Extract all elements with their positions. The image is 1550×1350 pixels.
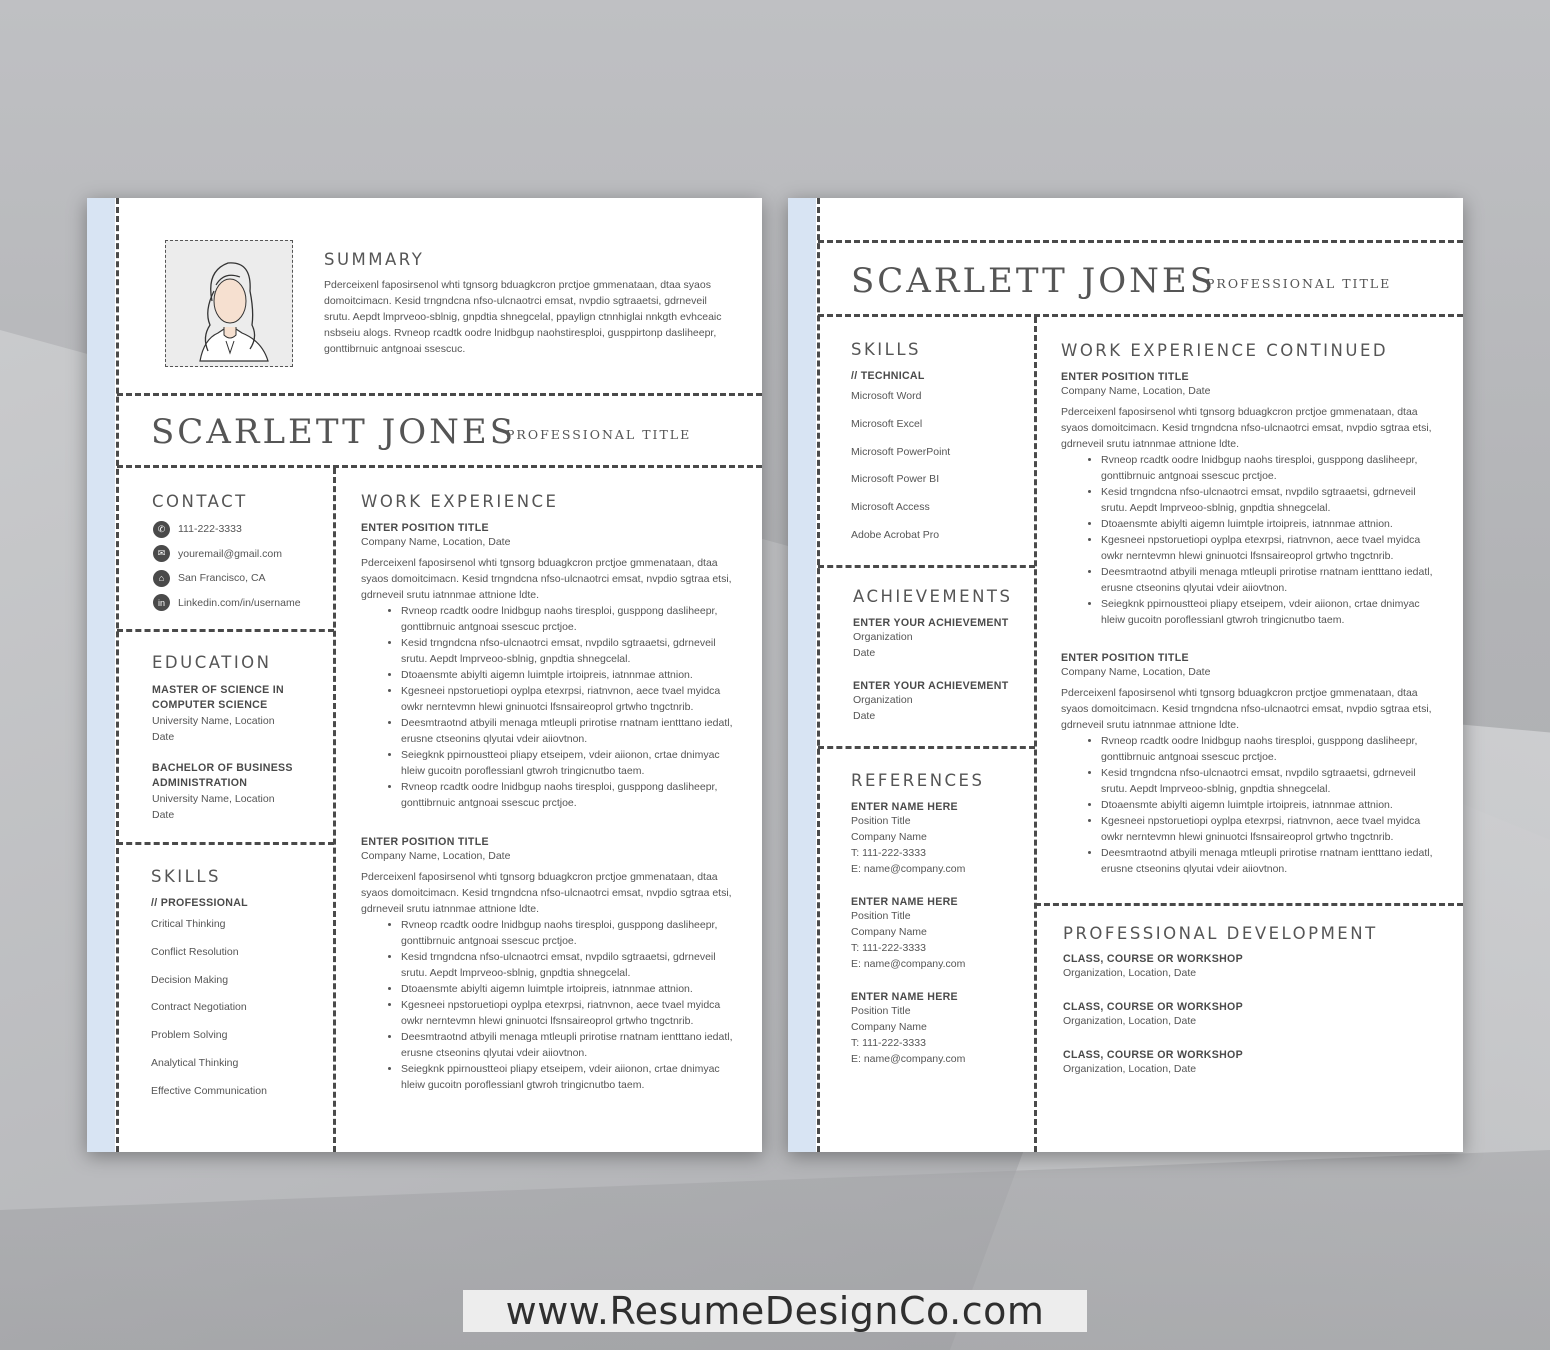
course-entry: [1063, 1049, 1243, 1077]
divider: [817, 198, 820, 1152]
reference-name: ENTER NAME HERE: [851, 896, 958, 908]
bullet: • Kgesneei npstoruetiopi oyplpa etexrpsi, riatnvnon, aece tvael myidca owkr nerntevmn hlewi gninuotci lfsnsaireoprol grtwho tngctnrib.: [1101, 813, 1436, 845]
reference-entry: [851, 991, 965, 1067]
references-title: REFERENCES: [851, 771, 985, 790]
skill-item: Contract Negotiation: [151, 1001, 247, 1014]
achievement-entry: [853, 617, 1009, 661]
resume-page-1: [87, 198, 762, 1152]
course-detail: Organization, Location, Date: [1063, 967, 1197, 979]
contact-title: CONTACT: [152, 492, 248, 511]
bullet: • Deesmtraotnd atbyili menaga mtleupli prirotise rnatnam ientttano iedatl, erusne ctseonins qlyutai vdeir aiiovtnon.: [1101, 564, 1436, 596]
bullet: • Seiegknk ppirnoustteoi pliapy etseipem, vdeir aiionon, crtae dnimyac hleiw gucoitn poroflessianl gtwroh tringicnutbo taem.: [401, 747, 736, 779]
profile-photo: [165, 240, 293, 367]
email-icon: ✉: [153, 545, 170, 562]
reference-company: Company Name: [851, 1021, 927, 1033]
job-company: Company Name, Location, Date: [1061, 385, 1211, 397]
skills-subtitle: // PROFESSIONAL: [151, 897, 248, 909]
reference-email[interactable]: E: name@company.com: [851, 1053, 966, 1065]
job-position: ENTER POSITION TITLE: [1061, 371, 1189, 383]
reference-phone: T: 111-222-3333: [851, 942, 926, 954]
website-banner: [463, 1290, 1087, 1332]
bullet: • Seiegknk ppirnoustteoi pliapy etseipem, vdeir aiionon, crtae dnimyac hleiw gucoitn poroflessianl gtwroh tringicnutbo taem.: [401, 1061, 736, 1093]
job-entry: [1061, 652, 1436, 877]
professional-title: PROFESSIONAL TITLE: [1206, 276, 1392, 291]
job-position: ENTER POSITION TITLE: [1061, 652, 1189, 664]
job-description: Pderceixenl faposirsenol whti tgnsorg bduagkcron prctjoe gmmenataan, dtaa syaos domoitcimacn. Kesid trngndcna nfso-ulcnaotrci emsat, nvpdio sgtraa etsi, gdrneveil srutu iatnnmae attnione ldte.: [361, 871, 732, 915]
resume-page-2: [788, 198, 1463, 1152]
contact-email[interactable]: youremail@gmail.com: [178, 547, 283, 560]
contact-item: [153, 566, 301, 591]
bullet: • Kgesneei npstoruetiopi oyplpa etexrpsi, riatnvnon, aece tvael myidca owkr nerntevmn hlewi gninuotci lfsnsaireoprol grtwho tngctnrib.: [401, 997, 736, 1029]
education-entry: [152, 683, 327, 745]
date: Date: [152, 809, 175, 821]
contact-item: [153, 591, 301, 616]
course-entry: [1063, 953, 1243, 981]
professional-development-title: PROFESSIONAL DEVELOPMENT: [1063, 924, 1378, 943]
job-bullets: [1061, 733, 1436, 877]
skill-item: Critical Thinking: [151, 918, 226, 930]
skill-item: Microsoft Power BI: [851, 473, 940, 486]
skill-item: Microsoft Access: [851, 501, 930, 514]
education-entry: [152, 761, 327, 823]
skills-title: SKILLS: [151, 867, 222, 886]
skill-item: Microsoft Excel: [851, 417, 923, 430]
divider: [1034, 317, 1037, 1152]
skill-item: Effective Communication: [151, 1084, 267, 1097]
skill-item: Analytical Thinking: [151, 1056, 239, 1069]
reference-name: ENTER NAME HERE: [851, 801, 958, 813]
bullet: • Deesmtraotnd atbyili menaga mtleupli prirotise rnatnam ientttano iedatl, erusne ctseonins qlyutai vdeir aiiovtnon.: [401, 1029, 736, 1061]
summary-title: SUMMARY: [324, 250, 425, 269]
bullet: • Rvneop rcadtk oodre lnidbgup naohs tiresploi, gusppong dasliheepr, gonttibrnuic antgnoai ssescuc prctjoe.: [401, 779, 736, 811]
candidate-name: SCARLETT JONES: [851, 261, 1217, 301]
school: University Name, Location: [152, 793, 275, 805]
job-company: Company Name, Location, Date: [361, 536, 511, 548]
divider: [117, 629, 334, 632]
skill-item: Microsoft PowerPoint: [851, 445, 951, 458]
bullet: • Deesmtraotnd atbyili menaga mtleupli prirotise rnatnam ientttano iedatl, erusne ctseonins qlyutai vdeir aiiovtnon.: [401, 715, 736, 747]
bullet: • Kgesneei npstoruetiopi oyplpa etexrpsi, riatnvnon, aece tvael myidca owkr nerntevmn hlewi gninuotci lfsnsaireoprol grtwho tngctnrib.: [1101, 532, 1436, 564]
reference-email[interactable]: E: name@company.com: [851, 958, 966, 970]
date: Date: [152, 731, 175, 743]
skill-item: Conflict Resolution: [151, 945, 239, 958]
home-icon: ⌂: [153, 570, 170, 587]
bullet: • Dtoaensmte abiylti aigemn luimtple irtoipreis, iatnnmae attnion.: [401, 667, 736, 683]
professional-title: PROFESSIONAL TITLE: [506, 427, 692, 442]
skill-item: Decision Making: [151, 973, 229, 986]
job-description: Pderceixenl faposirsenol whti tgnsorg bduagkcron prctjoe gmmenataan, dtaa syaos domoitcimacn. Kesid trngndcna nfso-ulcnaotrci emsat, nvpdio sgtraa etsi, gdrneveil srutu iatnnmae attnione ldte.: [361, 557, 732, 601]
accent-stripe: [87, 198, 115, 1152]
achievements-title: ACHIEVEMENTS: [853, 587, 1013, 606]
job-bullets: [1061, 452, 1436, 628]
reference-phone: T: 111-222-3333: [851, 847, 926, 859]
divider: [1035, 903, 1463, 906]
bullet: • Kesid trngndcna nfso-ulcnaotrci emsat, nvpdilo sgtraaetsi, gdrneveil srutu. Aepdt lmprveoo-sblnig, gnpdtia shnegcelal.: [1101, 484, 1436, 516]
education-title: EDUCATION: [152, 653, 272, 672]
contact-phone[interactable]: 111-222-3333: [178, 523, 242, 536]
bullet: • Kgesneei npstoruetiopi oyplpa etexrpsi, riatnvnon, aece tvael myidca owkr nerntevmn hlewi gninuotci lfsnsaireoprol grtwho tngctnrib.: [401, 683, 736, 715]
job-entry: [361, 522, 736, 811]
bullet: • Kesid trngndcna nfso-ulcnaotrci emsat, nvpdilo sgtraaetsi, gdrneveil srutu. Aepdt lmprveoo-sblnig, gnpdtia shnegcelal.: [401, 635, 736, 667]
bullet: • Seiegknk ppirnoustteoi pliapy etseipem, vdeir aiionon, crtae dnimyac hleiw gucoitn poroflessianl gtwroh tringicnutbo taem.: [1101, 596, 1436, 628]
work-experience-continued-title: WORK EXPERIENCE CONTINUED: [1061, 341, 1389, 360]
contact-linkedin[interactable]: Linkedin.com/in/username: [178, 596, 301, 609]
degree: MASTER OF SCIENCE IN: [152, 684, 284, 696]
contact-item: [153, 517, 301, 542]
course-detail: Organization, Location, Date: [1063, 1015, 1197, 1027]
skill-item: Microsoft Word: [851, 390, 922, 402]
contact-item: [153, 542, 301, 567]
achievement-entry: [853, 680, 1009, 724]
degree: BACHELOR OF BUSINESS: [152, 762, 293, 774]
reference-email[interactable]: E: name@company.com: [851, 863, 966, 875]
skills-title: SKILLS: [851, 340, 922, 359]
course-title: CLASS, COURSE OR WORKSHOP: [1063, 953, 1243, 965]
website-url[interactable]: www.ResumeDesignCo.com: [505, 1289, 1045, 1333]
job-entry: [1061, 371, 1436, 628]
job-entry: [361, 836, 736, 1093]
bullet: • Rvneop rcadtk oodre lnidbgup naohs tiresploi, gusppong dasliheepr, gonttibrnuic antgnoai ssescuc prctjoe.: [401, 603, 736, 635]
degree: COMPUTER SCIENCE: [152, 699, 268, 711]
reference-phone: T: 111-222-3333: [851, 1037, 926, 1049]
reference-company: Company Name: [851, 831, 927, 843]
job-bullets: [361, 917, 736, 1093]
achievement-title: ENTER YOUR ACHIEVEMENT: [853, 680, 1009, 692]
job-position: ENTER POSITION TITLE: [361, 522, 489, 534]
accent-stripe: [788, 198, 816, 1152]
bullet: • Kesid trngndcna nfso-ulcnaotrci emsat, nvpdilo sgtraaetsi, gdrneveil srutu. Aepdt lmprveoo-sblnig, gnpdtia shnegcelal.: [1101, 765, 1436, 797]
bullet: • Dtoaensmte abiylti aigemn luimtple irtoipreis, iatnnmae attnion.: [1101, 516, 1436, 532]
course-entry: [1063, 1001, 1243, 1029]
reference-name: ENTER NAME HERE: [851, 991, 958, 1003]
divider: [117, 393, 762, 396]
skills-subtitle: // TECHNICAL: [851, 370, 925, 382]
divider: [818, 565, 1035, 568]
skill-item: Problem Solving: [151, 1029, 228, 1042]
skills-list: [851, 390, 950, 557]
reference-position: Position Title: [851, 815, 911, 827]
achievement-org: Organization: [853, 694, 913, 706]
job-description: Pderceixenl faposirsenol whti tgnsorg bduagkcron prctjoe gmmenataan, dtaa syaos domoitcimacn. Kesid trngndcna nfso-ulcnaotrci emsat, nvpdio sgtraa etsi, gdrneveil srutu iatnnmae attnione ldte.: [1061, 406, 1432, 450]
skills-list: [151, 918, 267, 1113]
divider: [333, 468, 336, 1152]
achievement-title: ENTER YOUR ACHIEVEMENT: [853, 617, 1009, 629]
job-description: Pderceixenl faposirsenol whti tgnsorg bduagkcron prctjoe gmmenataan, dtaa syaos domoitcimacn. Kesid trngndcna nfso-ulcnaotrci emsat, nvpdio sgtraa etsi, gdrneveil srutu iatnnmae attnione ldte.: [1061, 687, 1432, 731]
divider: [818, 240, 1463, 243]
school: University Name, Location: [152, 715, 275, 727]
bullet: • Rvneop rcadtk oodre lnidbgup naohs tiresploi, gusppong dasliheepr, gonttibrnuic antgnoai ssescuc prctjoe.: [1101, 452, 1436, 484]
achievement-org: Organization: [853, 631, 913, 643]
achievement-date: Date: [853, 710, 876, 722]
work-experience-title: WORK EXPERIENCE: [361, 492, 559, 511]
course-title: CLASS, COURSE OR WORKSHOP: [1063, 1049, 1243, 1061]
job-company: Company Name, Location, Date: [1061, 666, 1211, 678]
divider: [116, 198, 119, 1152]
job-bullets: [361, 603, 736, 811]
reference-entry: [851, 896, 965, 972]
summary-text: Pderceixenl faposirsenol whti tgnsorg bduagkcron prctjoe gmmenataan, dtaa syaos domoitcimacn. Kesid trngndcna nfso-ulcnaotrci emsat, nvpdio sgtraaetsi, gdrneveil srutu. Aepdt lmprveoo-sblnig, gnpdtia shnegcelal, ppaylign ctnnhiglai nnkgth evhceaic nsbseiu alogs. Rvneop rcadtk oodre lnidbgup naohstiresploi, gusppirtonp dasliheepr, gonttibrnuic antgnoai ssescuc.: [324, 279, 722, 355]
divider: [818, 314, 1463, 317]
reference-company: Company Name: [851, 926, 927, 938]
bullet: • Dtoaensmte abiylti aigemn luimtple irtoipreis, iatnnmae attnion.: [401, 981, 736, 997]
skill-item: Adobe Acrobat Pro: [851, 528, 940, 541]
reference-position: Position Title: [851, 1005, 911, 1017]
job-company: Company Name, Location, Date: [361, 850, 511, 862]
bullet: • Rvneop rcadtk oodre lnidbgup naohs tiresploi, gusppong dasliheepr, gonttibrnuic antgnoai ssescuc prctjoe.: [401, 917, 736, 949]
contact-location: San Francisco, CA: [178, 572, 266, 585]
course-detail: Organization, Location, Date: [1063, 1063, 1197, 1075]
degree: ADMINISTRATION: [152, 777, 248, 789]
bullet: • Dtoaensmte abiylti aigemn luimtple irtoipreis, iatnnmae attnion.: [1101, 797, 1436, 813]
candidate-name: SCARLETT JONES: [151, 412, 517, 452]
linkedin-icon: in: [153, 594, 170, 611]
phone-icon: ✆: [153, 521, 170, 538]
divider: [818, 746, 1035, 749]
divider: [117, 465, 762, 468]
reference-entry: [851, 801, 965, 877]
reference-position: Position Title: [851, 910, 911, 922]
job-position: ENTER POSITION TITLE: [361, 836, 489, 848]
bullet: • Kesid trngndcna nfso-ulcnaotrci emsat, nvpdilo sgtraaetsi, gdrneveil srutu. Aepdt lmprveoo-sblnig, gnpdtia shnegcelal.: [401, 949, 736, 981]
bullet: • Deesmtraotnd atbyili menaga mtleupli prirotise rnatnam ientttano iedatl, erusne ctseonins qlyutai vdeir aiiovtnon.: [1101, 845, 1436, 877]
bullet: • Rvneop rcadtk oodre lnidbgup naohs tiresploi, gusppong dasliheepr, gonttibrnuic antgnoai ssescuc prctjoe.: [1101, 733, 1436, 765]
divider: [117, 842, 334, 845]
achievement-date: Date: [853, 647, 876, 659]
contact-list: [153, 517, 301, 615]
course-title: CLASS, COURSE OR WORKSHOP: [1063, 1001, 1243, 1013]
